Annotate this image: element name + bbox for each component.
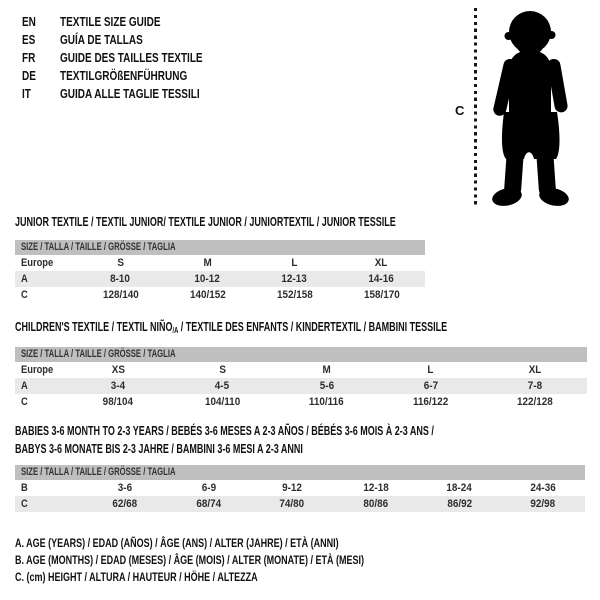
footnote-c [15,569,480,586]
language-code-text: DE [22,69,36,83]
baby-silhouette-icon [484,7,582,207]
junior-heading-text: JUNIOR TEXTILE / TEXTIL JUNIOR/ TEXTILE JUNIOR / JUNIORTEXTIL / JUNIOR TESSILE [15,215,396,229]
cell-text: 10-12 [194,273,221,285]
cell-text: 152/158 [276,289,313,301]
language-row-en [22,13,238,31]
footnote-b-text: B. AGE (MONTHS) / EDAD (MESES) / ÂGE (MOIS) / ALTER (MONATE) / ETÀ (MESI) [15,553,364,567]
size-cell [164,287,251,303]
row-label-text: C [21,498,28,510]
row-label-text: A [21,273,28,285]
size-header-text: SIZE / TALLA / TAILLE / GRÖSSE / TAGLIA [21,241,176,253]
cell-text: 14-16 [368,273,395,285]
row-label-text: Europe [21,364,54,376]
cell-text: 8-10 [110,273,131,285]
language-code-text: ES [22,33,36,47]
children-heading-part2: / TEXTILE DES ENFANTS / KINDERTEXTIL / BAMBINI TESSILE [178,320,448,334]
size-cell [66,394,170,410]
footnote-b [15,552,480,569]
cell-text: 12-18 [363,482,389,494]
cell-text: 116/122 [413,396,449,408]
size-cell [338,271,425,287]
table-row-c [15,287,425,303]
size-cell [83,496,167,512]
row-label-text: B [21,482,28,494]
language-row-fr [22,49,238,67]
language-code [22,13,60,31]
footnote-a-text: A. AGE (YEARS) / EDAD (AÑOS) / ÂGE (ANS) / ALTER (JAHRE) / ETÀ (ANNI) [15,536,339,550]
cell-text: L [427,364,434,376]
size-cell [274,394,378,410]
height-dotted-line-icon [474,8,477,208]
size-cell [418,480,502,496]
size-cell [170,394,274,410]
cell-text: XS [111,364,125,376]
size-cell [338,287,425,303]
cell-text: 6-7 [423,380,438,392]
language-code-text: IT [22,87,31,101]
cell-text: 104/110 [204,396,240,408]
language-row-it [22,85,238,103]
size-cell [379,394,483,410]
size-cell [483,378,587,394]
row-label [15,480,83,496]
table-row-a [15,378,587,394]
cell-text: 5-6 [319,380,334,392]
cell-text: 18-24 [446,482,473,494]
table-row-b [15,480,585,496]
size-cell [77,271,164,287]
size-header-text: SIZE / TALLA / TAILLE / GRÖSSE / TAGLIA [21,348,176,360]
babies-size-table [15,465,585,512]
row-label-text: Europe [21,257,54,269]
size-cell [379,362,483,378]
size-cell [250,496,334,512]
footnote-c-text: C. (cm) HEIGHT / ALTURA / HAUTEUR / HÖHE / ALTEZZA [15,570,258,584]
size-cell [418,496,502,512]
cell-text: XL [528,364,542,376]
babies-heading-line1: BABIES 3-6 MONTH TO 2-3 YEARS / BEBÉS 3-6 MESES A 2-3 AÑOS / BÉBÉS 3-6 MOIS À 2-3 ANS / [15,424,434,438]
cell-text: 74/80 [279,498,305,510]
table-row-a [15,271,425,287]
table-row-europe [15,362,587,378]
footnotes [15,535,480,586]
cell-text: 12-13 [281,273,308,285]
row-label-text: C [21,396,28,408]
size-cell [251,271,338,287]
size-cell [251,287,338,303]
cell-text: 140/152 [189,289,226,301]
cell-text: 158/170 [363,289,400,301]
children-heading-text [15,320,447,335]
children-heading-part1: CHILDREN'S TEXTILE / TEXTIL NIÑO [15,320,173,334]
size-cell [164,271,251,287]
cell-text: 7-8 [527,380,543,392]
cell-text: 4-5 [215,380,230,392]
cell-text: 3-6 [117,482,132,494]
children-section-heading [15,320,600,335]
size-cell [483,362,587,378]
children-heading-sub: /A [172,326,179,335]
language-row-es [22,31,238,49]
babies-section-heading [15,423,597,458]
cell-text: L [291,257,298,269]
language-title: TEXTILE SIZE GUIDE [60,15,161,29]
language-code [22,49,60,67]
size-cell [379,378,483,394]
row-label-text: C [21,289,28,301]
size-cell [501,480,585,496]
cell-text: 3-4 [110,380,126,392]
row-label-text: A [21,380,28,392]
row-label [15,394,66,410]
language-code-text: FR [22,51,36,65]
language-code [22,85,60,103]
size-header-bar [15,465,585,480]
size-cell [164,255,251,271]
size-cell [274,378,378,394]
cell-text: 98/104 [102,396,134,408]
junior-size-table [15,240,425,303]
language-code-text: EN [22,15,36,29]
size-header-bar [15,240,425,255]
language-code [22,31,60,49]
size-cell [251,255,338,271]
table-row-c [15,496,585,512]
babies-heading-line2: BABYS 3-6 MONATE BIS 2-3 JAHRE / BAMBINI 3-6 MESI A 2-3 ANNI [15,441,303,456]
cell-text: 128/140 [102,289,139,301]
cell-text: 9-12 [282,482,303,494]
cell-text: S [117,257,124,269]
footnote-a [15,535,480,552]
size-cell [83,480,167,496]
cell-text: M [322,364,331,376]
size-cell [77,255,164,271]
height-label-c: C [455,103,465,118]
table-row-c [15,394,587,410]
language-title: GUIDA ALLE TAGLIE TESSILI [60,87,200,101]
row-label [15,271,77,287]
cell-text: 92/98 [530,498,556,510]
cell-text: 24-36 [530,482,556,494]
size-header-bar [15,347,587,362]
size-cell [77,287,164,303]
cell-text: 80/86 [363,498,389,510]
table-row-europe [15,255,425,271]
size-cell [170,362,274,378]
size-cell [66,378,170,394]
row-label [15,362,66,378]
size-cell [170,378,274,394]
row-label [15,496,83,512]
size-cell [167,496,251,512]
cell-text: 110/116 [309,396,344,408]
cell-text: M [203,257,212,269]
cell-text: 62/68 [112,498,138,510]
size-header-text: SIZE / TALLA / TAILLE / GRÖSSE / TAGLIA [21,466,176,478]
size-cell [501,496,585,512]
size-cell [483,394,587,410]
size-cell [334,480,418,496]
language-title: GUÍA DE TALLAS [60,33,143,47]
junior-section-heading [15,215,544,229]
language-code [22,67,60,85]
children-size-table [15,347,587,410]
row-label [15,287,77,303]
row-label [15,378,66,394]
size-cell [274,362,378,378]
size-cell [250,480,334,496]
cell-text: 68/74 [196,498,221,510]
language-title: TEXTILGRÖßENFÜHRUNG [60,69,188,83]
language-row-de [22,67,238,85]
cell-text: 86/92 [447,498,472,510]
cell-text: 6-9 [201,482,216,494]
row-label [15,255,77,271]
language-list [22,13,238,103]
cell-text: 122/128 [517,396,553,408]
size-cell [334,496,418,512]
size-cell [66,362,170,378]
cell-text: XL [375,257,388,269]
size-cell [167,480,251,496]
size-cell [338,255,425,271]
cell-text: S [218,364,226,376]
language-title: GUIDE DES TAILLES TEXTILE [60,51,203,65]
